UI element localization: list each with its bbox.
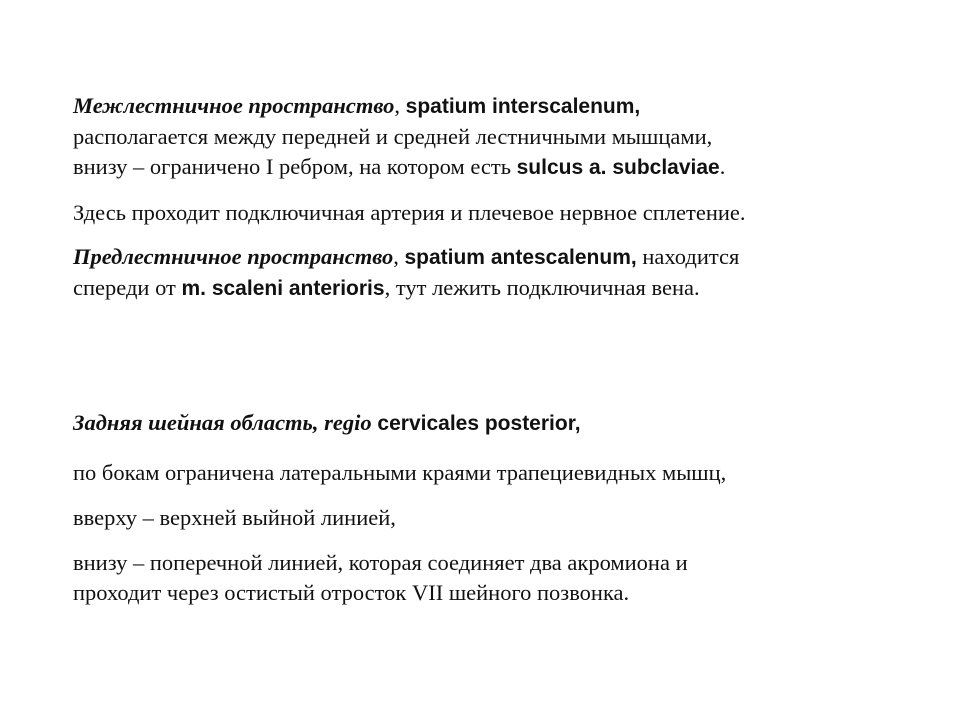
paragraph-line	[73, 152, 873, 183]
term-latin: spatium antescalenum,	[404, 246, 637, 269]
term-latin-sulcus: sulcus a. subclaviae	[516, 156, 720, 179]
paragraph-line: располагается между передней и средней лестничными мышцами,	[73, 124, 713, 149]
paragraph-upper-border	[73, 503, 873, 533]
term-russian: Задняя шейная область, regio	[73, 410, 372, 435]
text-segment: , тут лежить подключичная вена.	[384, 275, 700, 300]
text-segment: .	[719, 154, 726, 179]
paragraph-line	[73, 91, 873, 122]
term-latin-muscle: m. scaleni anterioris	[181, 277, 385, 300]
term-latin: spatium interscalenum,	[405, 95, 641, 118]
term-russian: Предлестничное пространство	[73, 244, 394, 269]
paragraph-line: внизу – поперечной линией, которая соединяет два акромиона и	[73, 550, 688, 575]
term-latin: cervicales posterior,	[371, 412, 581, 435]
paragraph-artery-plexus	[73, 198, 873, 228]
term-russian: Межлестничное пространство	[73, 93, 395, 118]
paragraph-lower-border	[73, 548, 873, 608]
separator: ,	[393, 244, 405, 269]
paragraph-line	[73, 273, 873, 304]
paragraph-line: вверху – верхней выйной линией,	[73, 505, 396, 530]
paragraph-interscalene-space	[73, 91, 873, 183]
paragraph-line: Здесь проходит подключичная артерия и плечевое нервное сплетение.	[73, 200, 746, 225]
paragraph-line	[73, 408, 873, 439]
separator: ,	[394, 93, 406, 118]
text-segment: внизу – ограничено I ребром, на котором есть	[73, 154, 517, 179]
paragraph-line: по бокам ограничена латеральными краями трапециевидных мышц,	[73, 460, 727, 485]
text-segment: находится	[636, 244, 740, 269]
paragraph-antescalene-space	[73, 242, 873, 304]
heading-posterior-neck-region	[73, 408, 873, 439]
paragraph-line: проходит через остистый отросток VII шейного позвонка.	[73, 580, 630, 605]
text-segment: спереди от	[73, 275, 182, 300]
paragraph-lateral-border	[73, 458, 873, 488]
paragraph-line	[73, 242, 873, 273]
